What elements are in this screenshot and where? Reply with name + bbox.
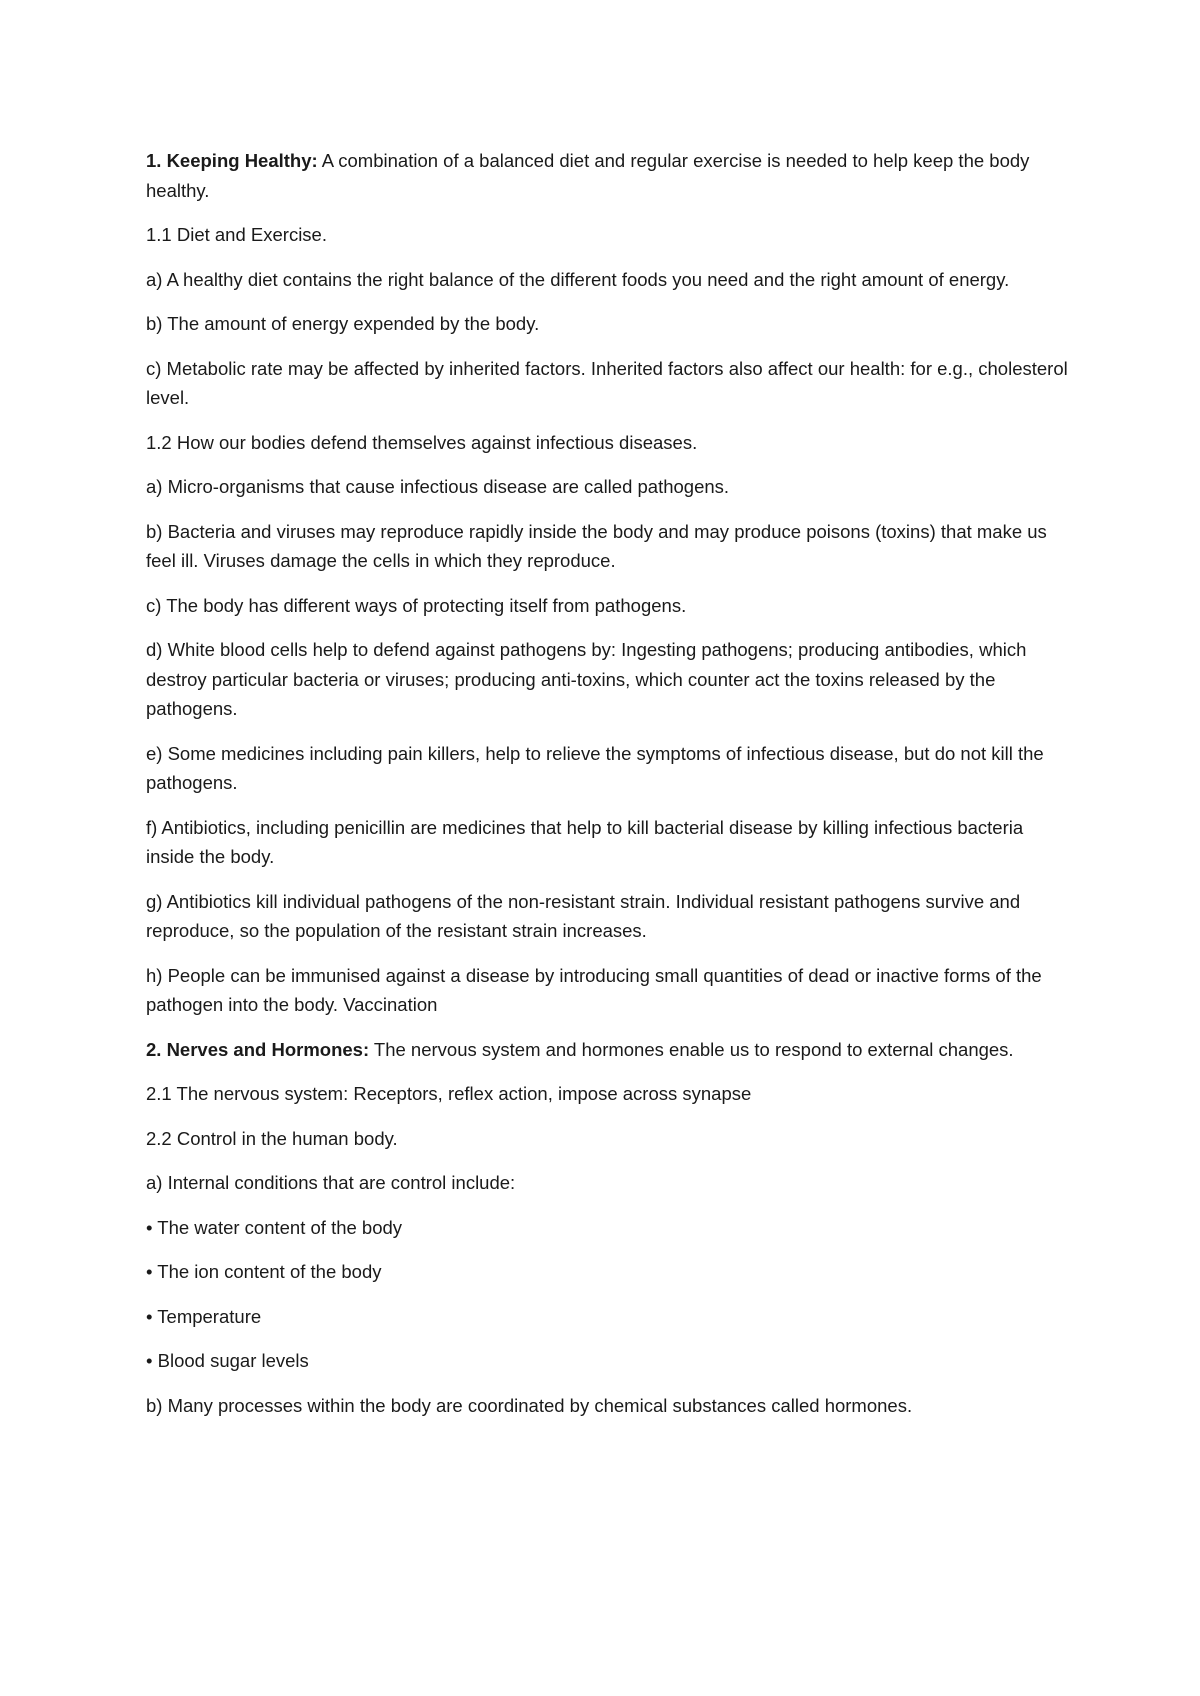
subsection-1-2-item-f: f) Antibiotics, including penicillin are medicines that help to kill bacterial disease by killing infectious bacteria inside the body.: [146, 816, 1024, 867]
subsection-1-1-item-a: a) A healthy diet contains the right balance of the different foods you need and the right amount of energy.: [146, 268, 1010, 290]
subsection-1-1-title: 1.1 Diet and Exercise.: [146, 224, 327, 245]
subsection-1-2-item-a: a) Micro-organisms that cause infectious disease are called pathogens.: [146, 476, 730, 497]
subsection-1-2-item-c: c) The body has different ways of protecting itself from pathogens.: [146, 594, 687, 616]
section-2-heading: [146, 1035, 1076, 1065]
subsection-1-2-item-g: g) Antibiotics kill individual pathogens of the non-resistant strain. Individual resistant pathogens survive and reproduce, so the population of the resistant strain increases.: [146, 890, 1021, 941]
section-1-title: 1. Keeping Healthy:: [146, 150, 318, 171]
subsection-1-1-item-b: b) The amount of energy expended by the body.: [146, 313, 540, 334]
section-2-intro: The nervous system and hormones enable us to respond to external changes.: [369, 1038, 1014, 1060]
subsection-1-2-title: 1.2 How our bodies defend themselves against infectious diseases.: [146, 431, 698, 453]
subsection-2-1-title: 2.1 The nervous system: Receptors, reflex action, impose across synapse: [146, 1083, 752, 1104]
subsection-1-1-item-c: c) Metabolic rate may be affected by inherited factors. Inherited factors also affect our health: for e.g., cholesterol level.: [146, 357, 1068, 408]
bullet-ion-content: • The ion content of the body: [146, 1261, 382, 1282]
section-1-heading: [146, 146, 1076, 205]
subsection-1-2-item-d: d) White blood cells help to defend against pathogens by: Ingesting pathogens; producing antibodies, which destroy particular bacteria or viruses; producing anti-toxins, which counter act the toxins released by the pathogens.: [146, 639, 1027, 719]
bullet-temperature: • Temperature: [146, 1305, 262, 1327]
bullet-blood-sugar: • Blood sugar levels: [146, 1350, 309, 1371]
subsection-2-2-item-b: b) Many processes within the body are coordinated by chemical substances called hormones.: [146, 1394, 913, 1416]
subsection-1-2-item-e: e) Some medicines including pain killers, help to relieve the symptoms of infectious disease, but do not kill the pathogens.: [146, 742, 1044, 793]
subsection-1-2-item-h: h) People can be immunised against a disease by introducing small quantities of dead or inactive forms of the pathogen into the body. Vaccination: [146, 964, 1042, 1015]
subsection-1-2-item-b: b) Bacteria and viruses may reproduce rapidly inside the body and may produce poisons (toxins) that make us feel ill. Viruses damage the cells in which they reproduce.: [146, 520, 1047, 571]
bullet-water-content: • The water content of the body: [146, 1216, 403, 1238]
subsection-2-2-title: 2.2 Control in the human body.: [146, 1127, 398, 1149]
section-2-title: 2. Nerves and Hormones:: [146, 1038, 370, 1060]
subsection-2-2-item-a: a) Internal conditions that are control include:: [146, 1172, 516, 1193]
document-body: [146, 146, 1076, 1435]
section-1-intro: A combination of a balanced diet and regular exercise is needed to help keep the body healthy.: [146, 150, 1030, 201]
